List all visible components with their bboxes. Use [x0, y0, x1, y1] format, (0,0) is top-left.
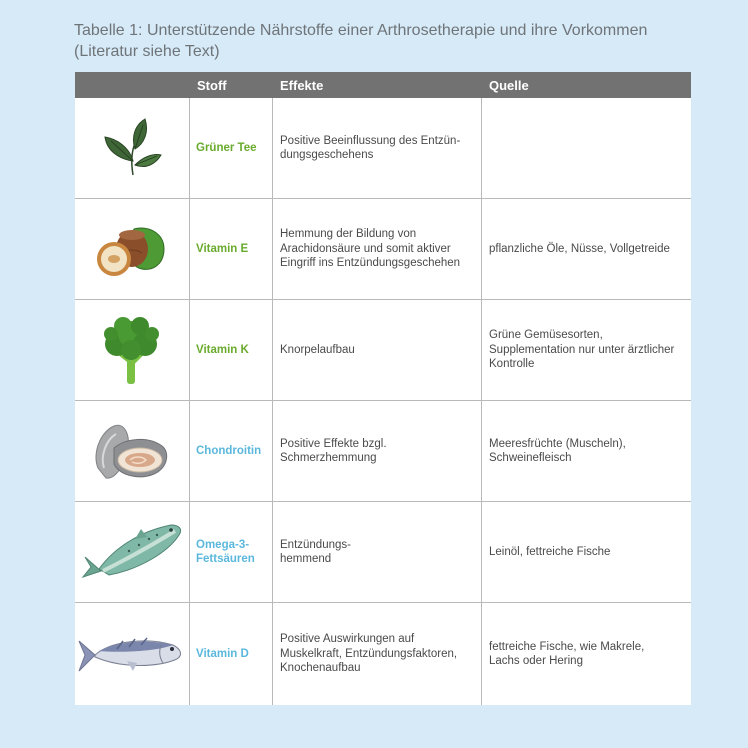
row-image-cell [75, 401, 190, 501]
row-quelle-cell [482, 300, 691, 400]
row-quelle-cell [482, 603, 691, 705]
row-stoff-cell [190, 300, 273, 400]
row-image-cell [75, 199, 190, 299]
nutrient-table [75, 72, 691, 705]
header-image [75, 72, 190, 98]
row-stoff-cell [190, 199, 273, 299]
hazelnut-icon [92, 219, 172, 279]
row-effekte-cell [273, 401, 482, 501]
quelle-text: Leinöl, fettreiche Fische [489, 545, 611, 558]
row-image-cell [75, 502, 190, 602]
row-image-cell [75, 603, 190, 705]
table-row [75, 300, 691, 401]
broccoli-icon [97, 312, 167, 388]
mackerel-icon [77, 627, 187, 681]
row-effekte-cell [273, 199, 482, 299]
table-row [75, 98, 691, 199]
row-effekte-cell [273, 300, 482, 400]
stoff-vitamin-d: Vitamin D [196, 648, 249, 660]
salmon-icon [79, 517, 185, 587]
table-caption [74, 20, 714, 62]
header-quelle: Quelle [489, 77, 529, 93]
caption-line-1: Tabelle 1: Unterstützende Nährstoffe einer Arthrosetherapie und ihre Vorkommen [74, 22, 648, 39]
quelle-text: Meeresfrüchte (Muscheln), Schweinefleisch [489, 437, 626, 464]
stoff-vitamin-k: Vitamin K [196, 344, 249, 356]
row-effekte-cell [273, 98, 482, 198]
row-quelle-cell [482, 98, 691, 198]
row-quelle-cell [482, 502, 691, 602]
effekte-text: Entzündungs- hemmend [280, 538, 351, 565]
stoff-omega-3: Omega-3- Fettsäuren [196, 539, 255, 565]
effekte-text: Positive Beeinflussung des Entzün- dungsgeschehens [280, 134, 461, 161]
stoff-vitamin-e: Vitamin E [196, 243, 249, 255]
row-effekte-cell [273, 603, 482, 705]
row-stoff-cell [190, 603, 273, 705]
row-quelle-cell [482, 199, 691, 299]
quelle-text: fettreiche Fische, wie Makrele, Lachs oder Hering [489, 640, 645, 667]
row-quelle-cell [482, 401, 691, 501]
table-row [75, 401, 691, 502]
table-row [75, 199, 691, 300]
quelle-text: Grüne Gemüsesorten, Supplementation nur unter ärztlicher Kontrolle [489, 329, 675, 371]
mussel-icon [90, 418, 174, 484]
stoff-chondroitin: Chondroitin [196, 445, 262, 457]
header-stoff: Stoff [197, 77, 227, 93]
effekte-text: Knorpelaufbau [280, 343, 355, 356]
row-image-cell [75, 300, 190, 400]
green-tea-leaves-icon [97, 113, 167, 183]
row-stoff-cell [190, 401, 273, 501]
caption-line-2: (Literatur siehe Text) [74, 43, 220, 60]
row-stoff-cell [190, 502, 273, 602]
quelle-text: pflanzliche Öle, Nüsse, Vollgetreide [489, 242, 670, 255]
effekte-text: Hemmung der Bildung von Arachidonsäure und somit aktiver Eingriff ins Entzündungsgeschehen [280, 228, 461, 270]
row-stoff-cell [190, 98, 273, 198]
effekte-text: Positive Effekte bzgl. Schmerzhemmung [280, 437, 387, 464]
table-header-row [75, 72, 691, 98]
effekte-text: Positive Auswirkungen auf Muskelkraft, Entzündungsfaktoren, Knochenaufbau [280, 633, 458, 675]
stoff-gruener-tee: Grüner Tee [196, 142, 257, 154]
row-effekte-cell [273, 502, 482, 602]
table-row [75, 603, 691, 705]
table-row [75, 502, 691, 603]
header-effekte: Effekte [280, 77, 324, 93]
row-image-cell [75, 98, 190, 198]
